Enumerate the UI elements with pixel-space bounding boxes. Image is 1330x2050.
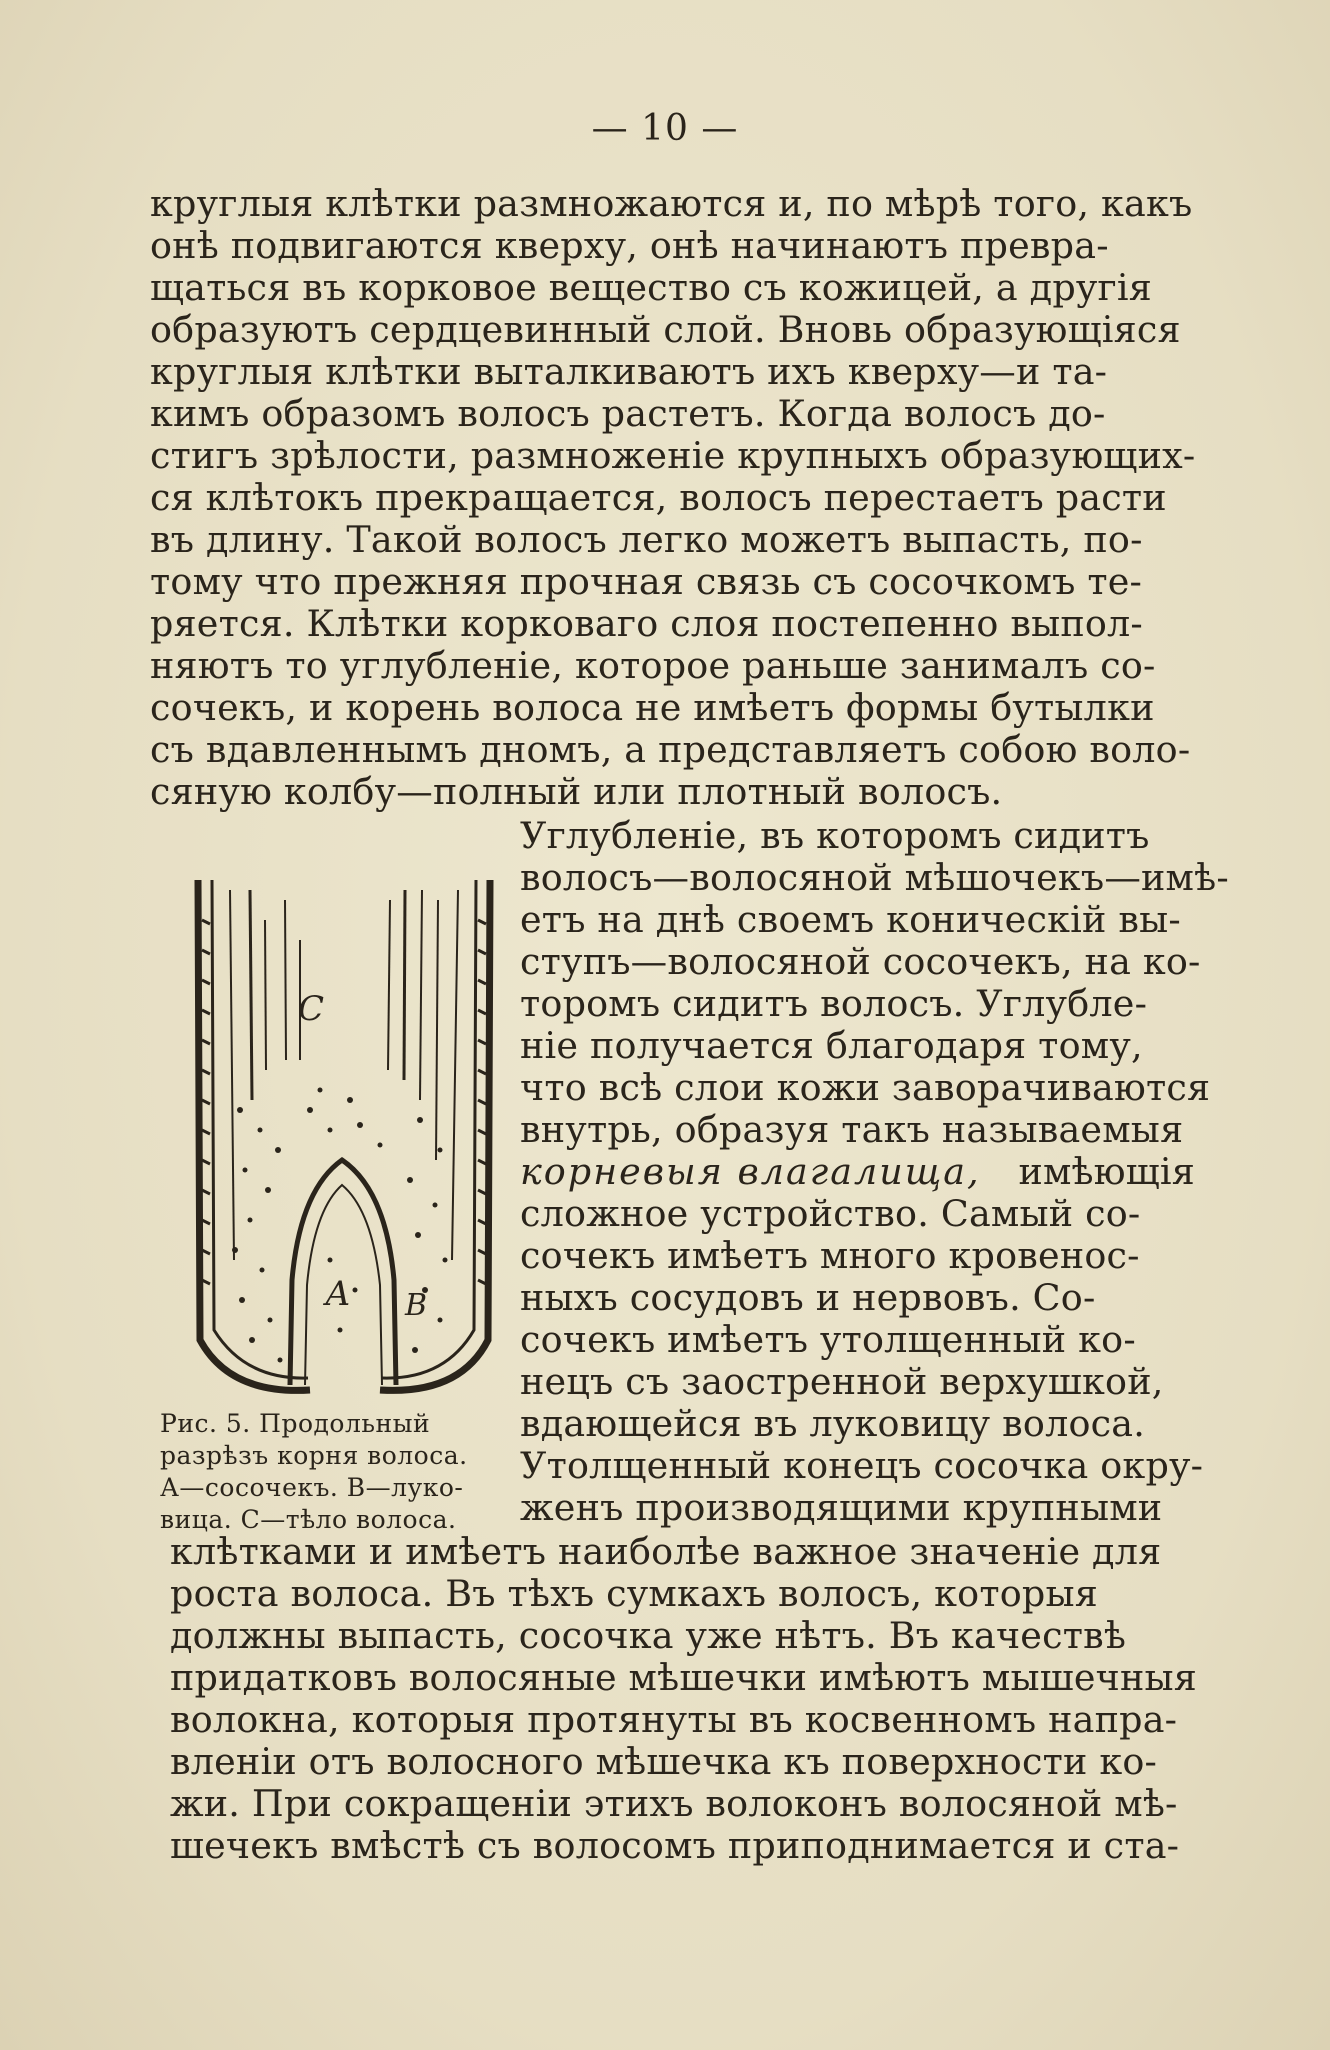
- text-line: онѣ подвигаются кверху, онѣ начинаютъ превра-: [150, 224, 1109, 267]
- text-line: волокна, которыя протянуты въ косвенномъ напра-: [170, 1698, 1178, 1741]
- text-line: вленіи отъ волосного мѣшечка къ поверхности ко-: [170, 1740, 1158, 1783]
- italic-term: корневыя влагалища,: [520, 1150, 981, 1193]
- italic-line-rest: имѣющія: [1018, 1150, 1195, 1193]
- text-line: Утолщенный конецъ сосочка окру-: [520, 1444, 1204, 1487]
- text-line: клѣтками и имѣетъ наиболѣе важное значеніе для: [170, 1530, 1162, 1573]
- text-line: сочекъ имѣетъ много кровенос-: [520, 1234, 1140, 1277]
- text-line: нецъ съ заостренной верхушкой,: [520, 1360, 1164, 1403]
- text-line: женъ производящими крупными: [520, 1486, 1163, 1529]
- text-line: въ длину. Такой волосъ легко можетъ выпасть, по-: [150, 518, 1143, 561]
- text-line: ступъ—волосяной сосочекъ, на ко-: [520, 940, 1201, 983]
- text-line: что всѣ слои кожи заворачиваются: [520, 1066, 1211, 1109]
- figure-label-b: В: [405, 1288, 428, 1323]
- text-line: съ вдавленнымъ дномъ, а представляетъ собою воло-: [150, 728, 1191, 771]
- figure-label-a: А: [325, 1274, 351, 1314]
- hair-root-figure: [190, 860, 510, 1400]
- text-line: сяную колбу—полный или плотный волосъ.: [150, 770, 1003, 813]
- figure-caption-line: вица. С—тѣло волоса.: [160, 1505, 457, 1534]
- text-line: ніе получается благодаря тому,: [520, 1024, 1143, 1067]
- text-line: круглыя клѣтки выталкиваютъ ихъ кверху—и та-: [150, 350, 1108, 393]
- text-line: ныхъ сосудовъ и нервовъ. Со-: [520, 1276, 1096, 1319]
- text-line: должны выпасть, сосочка уже нѣтъ. Въ качествѣ: [170, 1614, 1127, 1657]
- text-line: волосъ—волосяной мѣшочекъ—имѣ-: [520, 856, 1229, 899]
- text-line: круглыя клѣтки размножаются и, по мѣрѣ того, какъ: [150, 182, 1193, 225]
- text-line: роста волоса. Въ тѣхъ сумкахъ волосъ, которыя: [170, 1572, 1098, 1615]
- page-number: — 10 —: [591, 108, 739, 149]
- text-line: Углубленіе, въ которомъ сидитъ: [520, 814, 1150, 857]
- figure-label-c: С: [298, 989, 325, 1029]
- text-line: стигъ зрѣлости, размноженіе крупныхъ образующих-: [150, 434, 1196, 477]
- text-line: етъ на днѣ своемъ коническій вы-: [520, 898, 1181, 941]
- text-line: шечекъ вмѣстѣ съ волосомъ приподнимается и ста-: [170, 1824, 1180, 1867]
- text-line: сочекъ, и корень волоса не имѣетъ формы бутылки: [150, 686, 1155, 729]
- text-line-italic-term: [520, 1151, 1195, 1193]
- text-line: сочекъ имѣетъ утолщенный ко-: [520, 1318, 1136, 1361]
- text-line: сложное устройство. Самый со-: [520, 1192, 1141, 1235]
- text-line: тому что прежняя прочная связь съ сосочкомъ те-: [150, 560, 1143, 603]
- text-line: образуютъ сердцевинный слой. Вновь образующіяся: [150, 308, 1181, 351]
- text-line: ся клѣтокъ прекращается, волосъ перестаетъ расти: [150, 476, 1167, 519]
- text-line: ряется. Клѣтки корковаго слоя постепенно выпол-: [150, 602, 1143, 645]
- text-line: няютъ то углубленіе, которое раньше занималъ со-: [150, 644, 1156, 687]
- figure-caption-line: Рис. 5. Продольный: [160, 1409, 431, 1438]
- text-line: щаться въ корковое вещество съ кожицей, а другія: [150, 266, 1152, 309]
- figure-caption-line: разрѣзъ корня волоса.: [160, 1441, 468, 1470]
- text-line: жи. При сокращеніи этихъ волоконъ волосяной мѣ-: [170, 1782, 1178, 1825]
- text-line: кимъ образомъ волосъ растетъ. Когда волосъ до-: [150, 392, 1106, 435]
- text-line: придатковъ волосяные мѣшечки имѣютъ мышечныя: [170, 1656, 1197, 1699]
- text-line: торомъ сидитъ волосъ. Углубле-: [520, 982, 1148, 1025]
- figure-caption-line: А—сосочекъ. В—луко-: [160, 1473, 464, 1502]
- text-line: вдающейся въ луковицу волоса.: [520, 1402, 1146, 1445]
- text-line: внутрь, образуя такъ называемыя: [520, 1108, 1184, 1151]
